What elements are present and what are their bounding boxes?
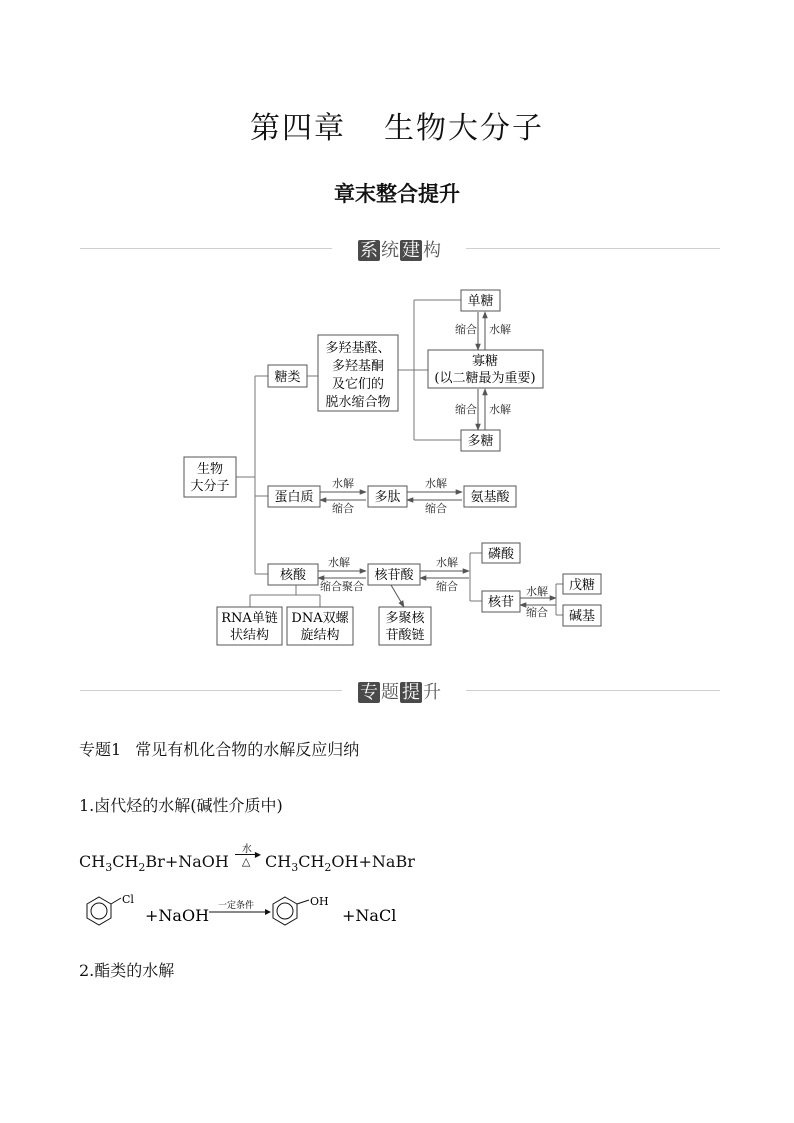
label-shuijie: 水解 xyxy=(526,585,548,598)
node-hegansuan xyxy=(368,564,420,585)
eq1-products: $CH_3CH_2OH+NaBr$ xyxy=(265,852,415,875)
section-label-topic xyxy=(80,678,720,704)
node-dantang-label: 单糖 xyxy=(467,294,494,309)
node-duotang xyxy=(461,430,500,451)
node-tanglei xyxy=(268,365,307,387)
section-char: 构 xyxy=(423,240,441,261)
label-suohe: 缩合 xyxy=(526,606,548,619)
label-suohejuhe: 缩合聚合 xyxy=(320,580,364,593)
label-suohe: 缩合 xyxy=(425,502,447,515)
label-suohe: 缩合 xyxy=(332,502,354,515)
node-duotai-label: 多肽 xyxy=(374,490,401,505)
node-hegansuan-label: 核苷酸 xyxy=(374,568,414,583)
node-tang-desc-line: 及它们的 xyxy=(331,377,385,392)
node-jianji-label: 碱基 xyxy=(568,609,596,624)
eq2-cl: Cl xyxy=(122,893,134,906)
section-char: 系 xyxy=(360,240,378,261)
node-guatang-line1: 寡糖 xyxy=(471,354,499,369)
section-subtitle: 章末整合提升 xyxy=(334,182,460,206)
node-tang-desc xyxy=(318,335,398,411)
topic-heading xyxy=(79,737,359,760)
node-guatang xyxy=(428,350,543,388)
node-jianji xyxy=(563,605,601,626)
node-root xyxy=(184,457,236,497)
label-shuijie: 水解 xyxy=(489,403,511,416)
node-duotang-label: 多糖 xyxy=(467,434,494,449)
node-root-line1: 生物 xyxy=(196,462,224,477)
node-hegan xyxy=(482,591,520,612)
node-rna-line1: RNA单链 xyxy=(221,611,278,626)
node-duotai xyxy=(368,486,407,507)
section-char: 提 xyxy=(402,682,420,703)
node-wutang xyxy=(563,574,601,594)
node-tang-desc-line: 脱水缩合物 xyxy=(325,395,391,410)
label-shuijie: 水解 xyxy=(332,477,354,490)
section-char: 统 xyxy=(381,240,399,261)
node-tang-desc-line: 多羟基醛、 xyxy=(325,341,391,356)
benzene-ring-icon xyxy=(87,897,121,925)
label-suohe: 缩合 xyxy=(436,580,458,593)
label-suohe: 缩合 xyxy=(455,403,477,416)
node-rna xyxy=(217,607,282,645)
equation-1 xyxy=(79,843,415,875)
node-hegan-label: 核苷 xyxy=(487,595,515,610)
label-shuijie: 水解 xyxy=(436,556,458,569)
node-tang-desc-line: 多羟基酮 xyxy=(331,359,385,374)
node-hesuan-label: 核酸 xyxy=(279,568,307,583)
section-bar-topic xyxy=(80,678,720,704)
label-shuijie: 水解 xyxy=(328,556,350,569)
item-heading-1: 1.卤代烃的水解(碱性介质中) xyxy=(79,796,283,815)
node-duojuhe-line1: 多聚核 xyxy=(385,611,425,626)
node-anjisuan-label: 氨基酸 xyxy=(470,490,510,505)
node-wutang-label: 戊糖 xyxy=(568,578,596,593)
equation-2 xyxy=(79,890,419,935)
node-danbaizhi-label: 蛋白质 xyxy=(274,490,314,505)
eq1-condition-arrow xyxy=(234,843,262,870)
node-root-line2: 大分子 xyxy=(190,479,230,494)
eq1-reactants: $CH_3CH_2Br+NaOH$ xyxy=(79,852,229,875)
node-dantang xyxy=(461,290,500,311)
label-shuijie: 水解 xyxy=(489,323,511,336)
node-hesuan xyxy=(268,564,318,585)
node-dna xyxy=(287,607,353,645)
label-suohe: 缩合 xyxy=(455,323,477,336)
chapter-name: 生物大分子 xyxy=(384,111,544,146)
node-duojuhe xyxy=(379,607,431,645)
node-duojuhe-line2: 苷酸链 xyxy=(385,628,425,643)
eq2-arrow-head xyxy=(265,909,271,915)
phenol-ring-icon xyxy=(273,897,309,925)
node-guatang-line2: (以二糖最为重要) xyxy=(434,371,536,386)
eq2-product: +NaCl xyxy=(342,906,397,925)
eq1-condition-bottom: △ xyxy=(241,854,251,868)
eq1-condition-top: 水 xyxy=(241,843,252,855)
section-char: 升 xyxy=(423,682,441,703)
eq2-oh: OH xyxy=(310,895,329,908)
item-heading-2: 2.酯类的水解 xyxy=(79,961,175,980)
node-tanglei-label: 糖类 xyxy=(274,370,301,385)
eq1-arrow-head: ▶ xyxy=(254,849,262,859)
node-linsuan xyxy=(482,543,520,563)
section-char: 题 xyxy=(381,682,399,703)
section-char: 建 xyxy=(402,240,420,261)
chapter-number: 第四章 xyxy=(250,111,346,146)
node-dna-line1: DNA双螺 xyxy=(291,611,349,626)
label-shuijie: 水解 xyxy=(425,477,447,490)
section-char: 专 xyxy=(360,682,378,703)
node-dna-line2: 旋结构 xyxy=(300,628,340,643)
node-linsuan-label: 磷酸 xyxy=(487,547,515,562)
node-rna-line2: 状结构 xyxy=(229,628,270,643)
node-anjisuan xyxy=(464,486,516,507)
eq2-reagent: +NaOH xyxy=(145,906,210,925)
node-danbaizhi xyxy=(268,486,320,507)
eq2-condition: 一定条件 xyxy=(218,901,255,911)
topic-title: 常见有机化合物的水解反应归纳 xyxy=(135,740,360,759)
topic-number: 专题1 xyxy=(79,740,122,759)
